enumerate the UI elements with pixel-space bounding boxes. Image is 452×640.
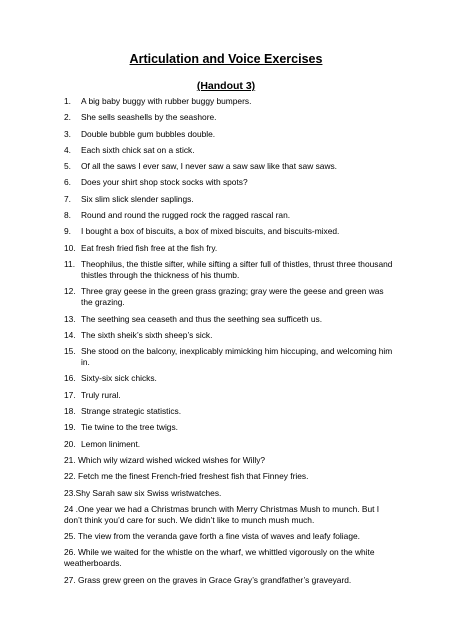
item-text: Shy Sarah saw six Swiss wristwatches. xyxy=(75,487,222,498)
item-text: Six slim slick slender saplings. xyxy=(81,193,194,204)
item-text: I bought a box of biscuits, a box of mixed biscuits, and biscuits-mixed. xyxy=(81,226,340,237)
list-item xyxy=(64,177,394,188)
list-item xyxy=(64,194,394,205)
item-text: A big baby buggy with rubber buggy bumpers. xyxy=(81,96,252,106)
item-number: 20. xyxy=(64,438,76,449)
list-item xyxy=(64,96,394,107)
item-text: Sixty-six sick chicks. xyxy=(81,373,157,384)
item-number: 26. xyxy=(64,547,76,558)
item-number: 16. xyxy=(64,373,76,384)
item-text: Grass grew green on the graves in Grace Gray’s grandfather’s graveyard. xyxy=(77,574,352,585)
list-item xyxy=(64,145,394,156)
item-text: She sells seashells by the seashore. xyxy=(81,112,217,123)
item-number: 2. xyxy=(64,112,71,123)
list-item xyxy=(64,373,394,384)
item-number: 23. xyxy=(64,487,76,498)
item-number: 1. xyxy=(64,96,71,106)
item-number: 6. xyxy=(64,177,71,188)
item-number: 8. xyxy=(64,210,71,221)
item-text: She stood on the balcony, inexplicably mimicking him hiccuping, and welcoming him in. xyxy=(81,346,393,368)
item-text: Double bubble gum bubbles double. xyxy=(81,128,216,139)
list-item xyxy=(64,286,394,308)
list-item xyxy=(64,439,394,450)
item-number: 18. xyxy=(64,406,76,417)
item-text: Does your shirt shop stock socks with spots? xyxy=(81,177,248,188)
item-number: 25. xyxy=(64,531,76,542)
item-text: The seething sea ceaseth and thus the seething sea sufficeth us. xyxy=(81,313,323,324)
item-text: Eat fresh fried fish free at the fish fry. xyxy=(81,242,218,253)
list-item xyxy=(64,547,394,569)
item-text: Which wily wizard wished wicked wishes for Willy? xyxy=(77,454,266,465)
list-item xyxy=(64,226,394,237)
item-number: 22. xyxy=(64,471,76,482)
list-item xyxy=(64,471,394,482)
document-title: Articulation and Voice Exercises xyxy=(129,52,323,66)
list-item xyxy=(64,390,394,401)
item-text: Truly rural. xyxy=(81,389,121,400)
item-text: One year we had a Christmas brunch with Merry Christmas Mush to munch. But I don’t think you’d care for such. We didn’t like to munch mush much. xyxy=(64,503,380,525)
item-number: 19. xyxy=(64,422,76,433)
list-item xyxy=(64,406,394,417)
list-item xyxy=(64,422,394,433)
item-number: 9. xyxy=(64,226,71,237)
item-number: 11. xyxy=(64,258,76,269)
list-item xyxy=(64,314,394,325)
item-text: Round and round the rugged rock the ragged rascal ran. xyxy=(81,210,291,221)
item-text: Lemon liniment. xyxy=(81,438,141,449)
document-subtitle: (Handout 3) xyxy=(196,80,256,92)
item-text: Tie twine to the tree twigs. xyxy=(81,422,178,433)
list-item xyxy=(64,210,394,221)
list-item xyxy=(64,531,394,542)
item-number: 10. xyxy=(64,242,76,253)
item-text: Each sixth chick sat on a stick. xyxy=(81,144,195,155)
item-number: 3. xyxy=(64,128,71,139)
list-item xyxy=(64,161,394,172)
item-number: 15. xyxy=(64,346,76,357)
list-item xyxy=(64,346,394,368)
list-item xyxy=(64,504,394,526)
list-item xyxy=(64,259,394,281)
item-number: 7. xyxy=(64,193,71,204)
item-number: 13. xyxy=(64,313,76,324)
item-text: Theophilus, the thistle sifter, while sifting a sifter full of thistles, thrust three thousand thistles through the thickness of his thumb. xyxy=(81,258,393,280)
list-item xyxy=(64,112,394,123)
item-text: Of all the saws I ever saw, I never saw a saw saw like that saw saws. xyxy=(81,161,338,172)
item-text: While we waited for the whistle on the wharf, we whittled vigorously on the white weatherboards. xyxy=(64,547,375,569)
item-text: The view from the veranda gave forth a fine vista of waves and leafy foliage. xyxy=(77,531,360,542)
item-text: Fetch me the finest French-fried freshest fish that Finney fries. xyxy=(77,471,309,482)
list-item xyxy=(64,243,394,254)
list-item xyxy=(64,575,394,586)
exercise-list xyxy=(64,96,394,591)
item-number: 4. xyxy=(64,144,71,155)
item-text: Strange strategic statistics. xyxy=(81,406,182,417)
item-number: 21. xyxy=(64,454,76,465)
item-number: 5. xyxy=(64,161,71,172)
item-number: 27. xyxy=(64,574,76,585)
item-number: 17. xyxy=(64,389,76,400)
item-number: 24 . xyxy=(64,503,78,514)
item-text: Three gray geese in the green grass grazing; gray were the geese and green was the grazing. xyxy=(81,286,384,308)
list-item xyxy=(64,330,394,341)
list-item xyxy=(64,488,394,499)
item-text: The sixth sheik’s sixth sheep’s sick. xyxy=(81,329,213,340)
list-item xyxy=(64,455,394,466)
item-number: 12. xyxy=(64,286,76,297)
item-number: 14. xyxy=(64,329,76,340)
list-item xyxy=(64,129,394,140)
